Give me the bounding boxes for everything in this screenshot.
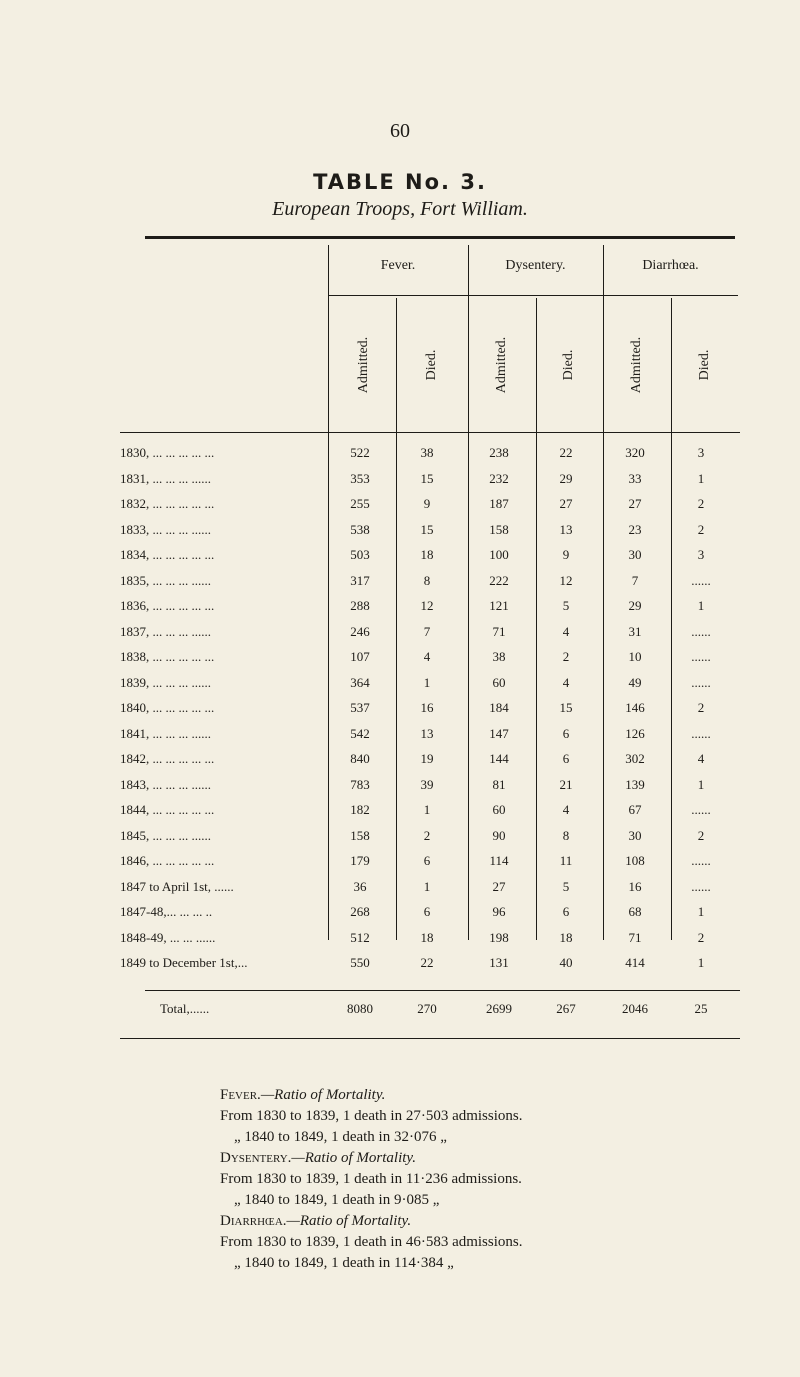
table-cell: 414 xyxy=(625,955,645,970)
table-row xyxy=(120,547,740,573)
table-cell: 22 xyxy=(420,955,434,970)
table-cell: 288 xyxy=(350,598,370,613)
table-row xyxy=(120,496,740,522)
table-cell: 268 xyxy=(350,904,370,919)
table-cell: 60 xyxy=(492,802,506,817)
table-cell: ...... xyxy=(691,802,711,817)
table-cell: 147 xyxy=(489,725,509,741)
row-label: 1835, ... ... ... ...... xyxy=(120,572,211,588)
table-cell: 18 xyxy=(420,929,434,945)
row-label: 1844, ... ... ... ... ... xyxy=(120,802,215,817)
table-cell: 139 xyxy=(625,776,645,792)
table-cell: 16 xyxy=(628,878,642,894)
table-cell: 4 xyxy=(562,674,570,690)
table-row xyxy=(120,522,740,548)
table-cell: 39 xyxy=(420,776,434,792)
table-row xyxy=(120,649,740,675)
table-cell: 542 xyxy=(350,725,370,741)
table-cell: 22 xyxy=(559,445,573,460)
group-header-diarrhoea: Diarrhœa. xyxy=(642,258,699,273)
table-cell: 353 xyxy=(350,470,370,486)
table-cell: 11 xyxy=(559,853,573,868)
table-row xyxy=(120,445,740,471)
fever-line-1: From 1830 to 1839, 1 death in 27·503 admissions. xyxy=(220,1108,523,1124)
table-row xyxy=(120,853,740,879)
table-cell: 184 xyxy=(489,700,509,715)
table-cell: 4 xyxy=(562,623,570,639)
table-cell: 100 xyxy=(489,547,509,562)
table-cell: 8 xyxy=(423,572,431,588)
table-cell: 537 xyxy=(350,700,370,715)
table-cell: 1 xyxy=(697,904,705,919)
group-header-dysentery: Dysentery. xyxy=(505,258,566,273)
total-cell: 25 xyxy=(694,1001,708,1016)
table-cell: 96 xyxy=(492,904,506,919)
table-row xyxy=(120,598,740,624)
table-cell: 187 xyxy=(489,496,509,511)
header-divider xyxy=(328,295,738,296)
table-cell: 15 xyxy=(420,521,434,537)
table-row xyxy=(120,904,740,930)
table-cell: 3 xyxy=(697,547,705,562)
row-label: 1838, ... ... ... ... ... xyxy=(120,649,215,664)
table-cell: 7 xyxy=(631,572,639,588)
table-cell: 1 xyxy=(697,598,705,613)
dysentery-heading: Dysentery. xyxy=(220,1150,292,1166)
row-label: 1849 to December 1st,... xyxy=(120,955,248,970)
table-cell: 503 xyxy=(350,547,370,562)
table-subtitle: European Troops, Fort William. xyxy=(272,198,528,220)
table-cell: 7 xyxy=(423,623,431,639)
total-bottom-rule xyxy=(120,1038,740,1039)
fever-line-2: „ 1840 to 1849, 1 death in 32·076 „ xyxy=(234,1129,447,1145)
table-cell: 15 xyxy=(559,700,573,715)
diarrhoea-line-1: From 1830 to 1839, 1 death in 46·583 admissions. xyxy=(220,1234,523,1250)
table-cell: 2 xyxy=(423,827,431,843)
diarrhoea-heading: Diarrhœa. xyxy=(220,1213,287,1229)
table-cell: 2 xyxy=(697,521,705,537)
table-cell: ...... xyxy=(691,623,711,639)
table-cell: 81 xyxy=(492,776,506,792)
table-cell: 126 xyxy=(625,725,645,741)
table-cell: 6 xyxy=(562,904,570,919)
table-cell: 23 xyxy=(628,521,642,537)
table-cell: 2 xyxy=(697,496,705,511)
table-cell: 6 xyxy=(423,904,431,919)
dysentery-line-1: From 1830 to 1839, 1 death in 11·236 admissions. xyxy=(220,1171,522,1187)
table-row xyxy=(120,879,740,905)
table-cell: 114 xyxy=(489,853,509,868)
table-cell: 13 xyxy=(420,725,434,741)
table-cell: 320 xyxy=(625,445,645,460)
total-cell: 270 xyxy=(417,1001,437,1016)
row-label: 1846, ... ... ... ... ... xyxy=(120,853,215,868)
table-cell: 302 xyxy=(625,751,645,766)
header-bottom-rule xyxy=(120,432,740,433)
table-cell: 222 xyxy=(489,572,509,588)
table-row xyxy=(120,828,740,854)
row-label: 1830, ... ... ... ... ... xyxy=(120,445,215,460)
row-label: 1831, ... ... ... ...... xyxy=(120,470,211,486)
total-cell: 2046 xyxy=(622,1001,648,1016)
table-cell: 550 xyxy=(350,955,370,970)
table-cell: 1 xyxy=(423,802,431,817)
table-cell: 158 xyxy=(489,521,509,537)
total-top-rule xyxy=(145,990,740,991)
table-cell: 2 xyxy=(697,827,705,843)
row-label: 1834, ... ... ... ... ... xyxy=(120,547,215,562)
total-cell: 267 xyxy=(556,1001,576,1016)
table-cell: 30 xyxy=(628,827,642,843)
table-cell: 144 xyxy=(489,751,509,766)
table-cell: 19 xyxy=(420,751,434,766)
dysentery-line-2: „ 1840 to 1849, 1 death in 9·085 „ xyxy=(234,1192,440,1208)
col-dysentery-died: Died. xyxy=(561,349,576,381)
table-cell: ...... xyxy=(691,674,711,690)
table-cell: 238 xyxy=(489,445,509,460)
table-cell: 131 xyxy=(489,955,509,970)
table-cell: 1 xyxy=(423,674,431,690)
table-cell: 6 xyxy=(562,751,570,766)
table-cell: 18 xyxy=(420,547,434,562)
table-cell: 840 xyxy=(350,751,370,766)
table-cell: 2 xyxy=(697,700,705,715)
table-cell: 108 xyxy=(625,853,645,868)
table-cell: 255 xyxy=(350,496,370,511)
table-cell: 1 xyxy=(697,955,705,970)
table-cell: 107 xyxy=(350,649,370,664)
group-header-fever: Fever. xyxy=(380,258,416,273)
table-cell: 3 xyxy=(697,445,705,460)
table-cell: 71 xyxy=(492,623,506,639)
table-cell: 27 xyxy=(628,496,642,511)
table-cell: 38 xyxy=(492,649,506,664)
fever-heading: Fever. xyxy=(220,1087,261,1103)
table-cell: 198 xyxy=(489,929,509,945)
table-row xyxy=(120,700,740,726)
table-row xyxy=(120,930,740,956)
row-label: 1847-48,... ... ... .. xyxy=(120,904,213,919)
table-cell: 2 xyxy=(562,649,570,664)
table-cell: 90 xyxy=(492,827,506,843)
table-row xyxy=(120,624,740,650)
table-cell: 6 xyxy=(423,853,431,868)
table-cell: 179 xyxy=(350,853,370,868)
table-cell: 146 xyxy=(625,700,645,715)
table-cell: 783 xyxy=(350,776,370,792)
table-cell: 12 xyxy=(559,572,573,588)
table-cell: 16 xyxy=(420,700,434,715)
row-label: 1843, ... ... ... ...... xyxy=(120,776,211,792)
table-cell: 317 xyxy=(350,572,370,588)
table-row xyxy=(120,955,740,981)
fever-ratio-label: —Ratio of Mortality. xyxy=(260,1087,386,1103)
table-cell: 4 xyxy=(562,802,570,817)
table-cell: 5 xyxy=(562,598,570,613)
table-row xyxy=(120,471,740,497)
table-cell: 13 xyxy=(559,521,573,537)
table-cell: ...... xyxy=(691,572,711,588)
table-cell: 27 xyxy=(492,878,506,894)
row-label: 1836, ... ... ... ... ... xyxy=(120,598,215,613)
dysentery-ratio-label: —Ratio of Mortality. xyxy=(291,1150,417,1166)
row-label: 1837, ... ... ... ...... xyxy=(120,623,211,639)
col-diarrhoea-admitted: Admitted. xyxy=(629,336,644,394)
total-label: Total,...... xyxy=(160,1001,210,1016)
table-cell: 4 xyxy=(423,649,431,664)
table-cell: 36 xyxy=(353,878,367,894)
table-cell: 232 xyxy=(489,470,509,486)
table-cell: 30 xyxy=(628,547,642,562)
table-cell: 27 xyxy=(559,496,573,511)
table-row xyxy=(120,726,740,752)
table-cell: ...... xyxy=(691,878,711,894)
row-label: 1840, ... ... ... ... ... xyxy=(120,700,215,715)
table-cell: ...... xyxy=(691,853,711,868)
table-row xyxy=(120,802,740,828)
row-label: 1841, ... ... ... ...... xyxy=(120,725,211,741)
total-cell: 2699 xyxy=(486,1001,512,1016)
table-cell: 182 xyxy=(350,802,370,817)
col-fever-admitted: Admitted. xyxy=(356,336,371,394)
table-cell: ...... xyxy=(691,725,711,741)
table-cell: 246 xyxy=(350,623,370,639)
table-cell: 9 xyxy=(423,496,431,511)
table-row xyxy=(120,751,740,777)
table-cell: 1 xyxy=(697,776,705,792)
row-label: 1832, ... ... ... ... ... xyxy=(120,496,215,511)
table-row xyxy=(120,675,740,701)
table-cell: 538 xyxy=(350,521,370,537)
diarrhoea-line-2: „ 1840 to 1849, 1 death in 114·384 „ xyxy=(234,1255,454,1271)
table-row xyxy=(120,777,740,803)
table-cell: 1 xyxy=(423,878,431,894)
table-cell: 158 xyxy=(350,827,370,843)
top-rule xyxy=(145,236,735,239)
table-cell: 29 xyxy=(559,470,573,486)
row-label: 1847 to April 1st, ...... xyxy=(120,878,234,894)
table-cell: 49 xyxy=(628,674,642,690)
table-cell: 6 xyxy=(562,725,570,741)
table-cell: 38 xyxy=(420,445,434,460)
diarrhoea-ratio-label: —Ratio of Mortality. xyxy=(286,1213,412,1229)
table-cell: 60 xyxy=(492,674,506,690)
row-label: 1833, ... ... ... ...... xyxy=(120,521,211,537)
row-label: 1845, ... ... ... ...... xyxy=(120,827,211,843)
data-rows xyxy=(120,445,740,981)
table-cell: 9 xyxy=(562,547,570,562)
table-cell: 33 xyxy=(628,470,642,486)
table-cell: 68 xyxy=(628,904,642,919)
row-label: 1848-49, ... ... ...... xyxy=(120,929,216,945)
col-dysentery-admitted: Admitted. xyxy=(494,336,509,394)
table-cell: 18 xyxy=(559,929,573,945)
table-cell: 21 xyxy=(559,776,573,792)
table-cell: 364 xyxy=(350,674,370,690)
table-cell: 10 xyxy=(628,649,642,664)
table-cell: 522 xyxy=(350,445,370,460)
table-cell: ...... xyxy=(691,649,711,664)
table-row xyxy=(120,573,740,599)
mortality-notes xyxy=(220,1085,523,1274)
table-cell: 1 xyxy=(697,470,705,486)
table-cell: 40 xyxy=(559,955,573,970)
col-diarrhoea-died: Died. xyxy=(697,349,712,381)
table-cell: 12 xyxy=(420,598,434,613)
table-cell: 15 xyxy=(420,470,434,486)
table-cell: 121 xyxy=(489,598,509,613)
table-cell: 2 xyxy=(697,929,705,945)
table-cell: 67 xyxy=(628,802,642,817)
table-cell: 512 xyxy=(350,929,370,945)
table-cell: 8 xyxy=(562,827,570,843)
table-cell: 4 xyxy=(697,751,705,766)
table-cell: 31 xyxy=(628,623,642,639)
col-fever-died: Died. xyxy=(424,349,439,381)
table-cell: 29 xyxy=(628,598,642,613)
table-title: TABLE No. 3. xyxy=(313,170,487,194)
row-label: 1842, ... ... ... ... ... xyxy=(120,751,215,766)
table-cell: 71 xyxy=(628,929,642,945)
row-label: 1839, ... ... ... ...... xyxy=(120,674,211,690)
table-cell: 5 xyxy=(562,878,570,894)
page-number: 60 xyxy=(390,120,410,142)
total-cell: 8080 xyxy=(347,1001,373,1016)
